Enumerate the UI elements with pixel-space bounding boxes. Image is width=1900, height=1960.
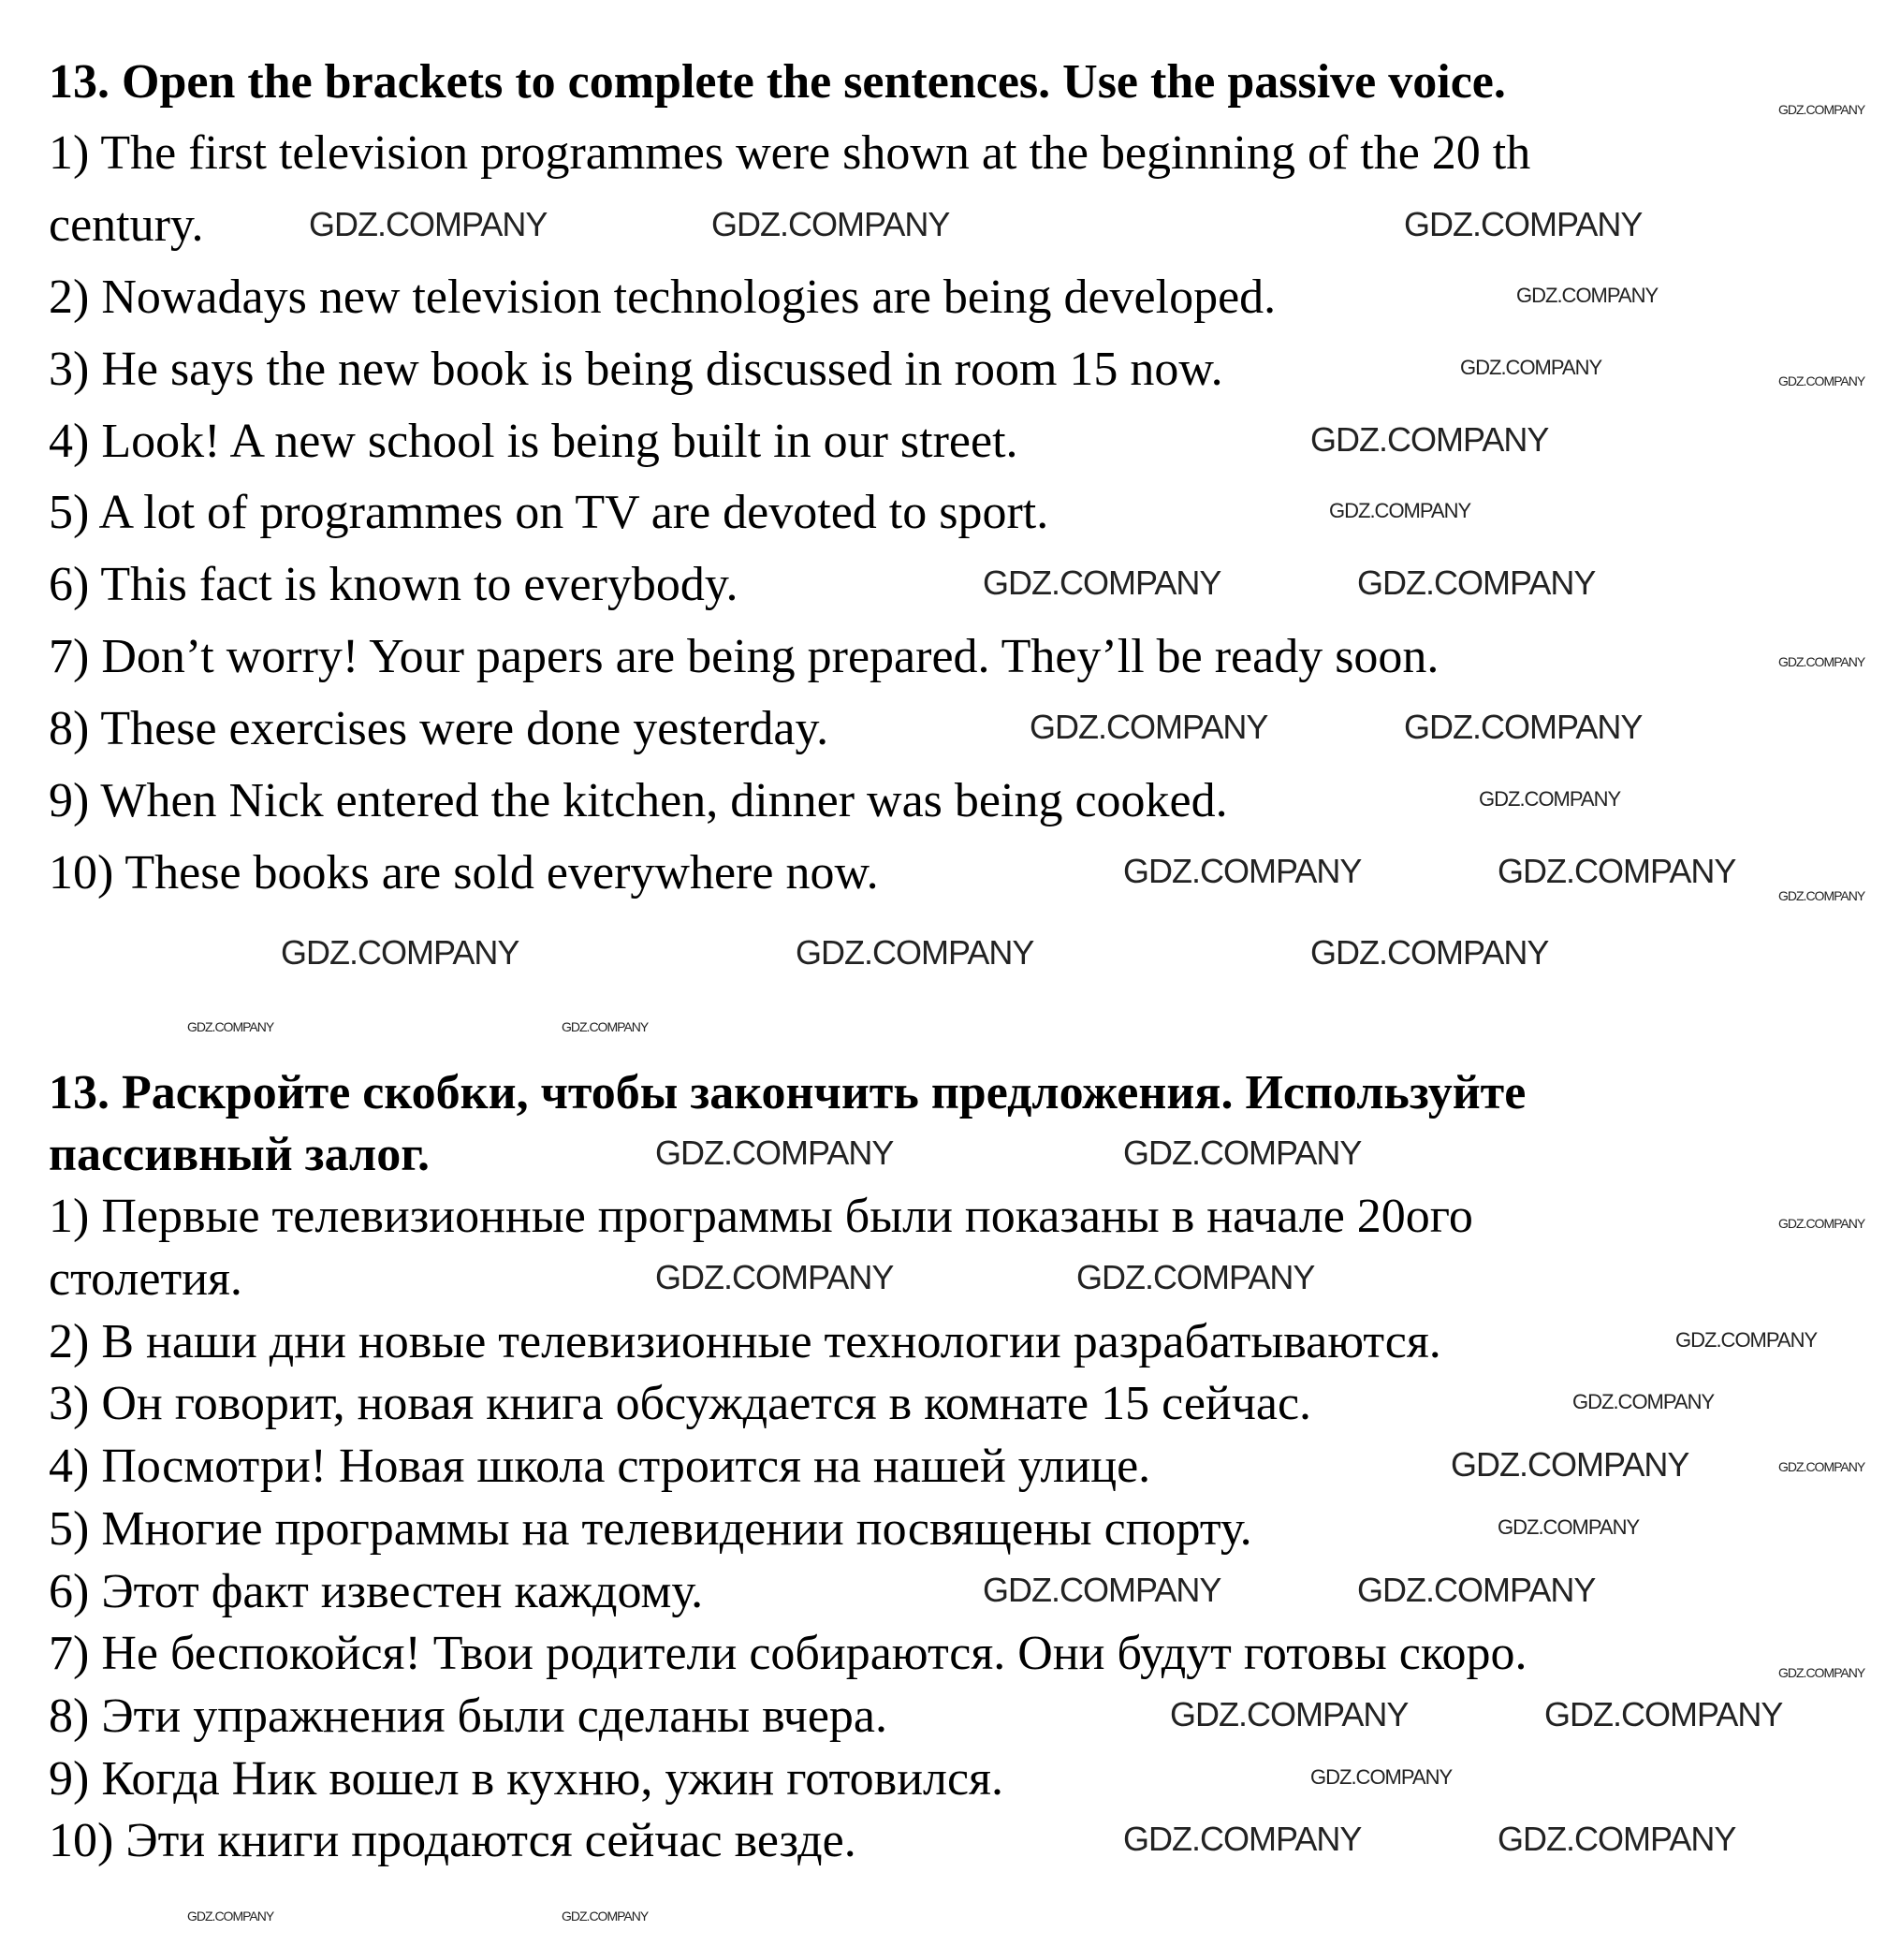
watermark: GDZ.COMPANY	[1076, 1258, 1315, 1296]
english-sentence: century.	[49, 198, 204, 252]
watermark: GDZ.COMPANY	[1778, 1665, 1865, 1680]
watermark: GDZ.COMPANY	[1498, 1820, 1736, 1858]
watermark: GDZ.COMPANY	[1451, 1445, 1689, 1484]
watermark: GDZ.COMPANY	[562, 1019, 649, 1034]
watermark: GDZ.COMPANY	[1479, 787, 1621, 811]
watermark: GDZ.COMPANY	[1778, 654, 1865, 669]
watermark: GDZ.COMPANY	[1460, 356, 1602, 379]
english-sentence: 9) When Nick entered the kitchen, dinner was being cooked.	[49, 774, 1228, 827]
watermark: GDZ.COMPANY	[1357, 1571, 1596, 1609]
russian-sentence: 6) Этот факт известен каждому.	[49, 1565, 704, 1618]
watermark: GDZ.COMPANY	[1778, 102, 1865, 117]
watermark: GDZ.COMPANY	[1498, 1515, 1640, 1539]
watermark: GDZ.COMPANY	[1123, 852, 1362, 890]
watermark: GDZ.COMPANY	[1310, 420, 1549, 459]
english-sentence: 3) He says the new book is being discussed in room 15 now.	[49, 343, 1223, 396]
watermark: GDZ.COMPANY	[983, 1571, 1221, 1609]
russian-sentence: 4) Посмотри! Новая школа строится на нашей улице.	[49, 1440, 1151, 1493]
english-sentence: 2) Nowadays new television technologies are being developed.	[49, 271, 1277, 324]
russian-sentence: 3) Он говорит, новая книга обсуждается в комнате 15 сейчас.	[49, 1377, 1312, 1430]
watermark: GDZ.COMPANY	[1498, 852, 1736, 890]
watermark: GDZ.COMPANY	[1778, 373, 1865, 388]
russian-sentence: 9) Когда Ник вошел в кухню, ужин готовился.	[49, 1752, 1003, 1806]
russian-sentence: столетия.	[49, 1252, 242, 1306]
watermark: GDZ.COMPANY	[1516, 284, 1659, 307]
watermark: GDZ.COMPANY	[1329, 499, 1471, 522]
watermark: GDZ.COMPANY	[1123, 1820, 1362, 1858]
english-sentence: 1) The first television programmes were shown at the beginning of the 20 th	[49, 126, 1531, 180]
english-sentence: 6) This fact is known to everybody.	[49, 558, 738, 611]
exercise-title-russian: 13. Раскройте скобки, чтобы закончить предложения. Используйте	[49, 1066, 1527, 1119]
watermark: GDZ.COMPANY	[1572, 1390, 1715, 1413]
watermark: GDZ.COMPANY	[187, 1019, 274, 1034]
english-sentence: 5) A lot of programmes on TV are devoted to sport.	[49, 486, 1049, 539]
watermark: GDZ.COMPANY	[655, 1134, 894, 1172]
english-sentence: 7) Don’t worry! Your papers are being prepared. They’ll be ready soon.	[49, 630, 1440, 683]
watermark: GDZ.COMPANY	[1778, 1459, 1865, 1474]
watermark: GDZ.COMPANY	[1675, 1328, 1818, 1352]
watermark: GDZ.COMPANY	[796, 933, 1034, 972]
exercise-title-russian-cont: пассивный залог.	[49, 1128, 430, 1181]
watermark: GDZ.COMPANY	[1170, 1695, 1409, 1733]
watermark: GDZ.COMPANY	[1778, 1216, 1865, 1231]
english-sentence: 8) These exercises were done yesterday.	[49, 702, 829, 755]
watermark: GDZ.COMPANY	[711, 205, 950, 243]
english-sentence: 10) These books are sold everywhere now.	[49, 846, 879, 900]
watermark: GDZ.COMPANY	[1357, 563, 1596, 602]
russian-sentence: 7) Не беспокойся! Твои родители собираются. Они будут готовы скоро.	[49, 1627, 1527, 1680]
watermark: GDZ.COMPANY	[1544, 1695, 1783, 1733]
watermark: GDZ.COMPANY	[1123, 1134, 1362, 1172]
russian-sentence: 2) В наши дни новые телевизионные технологии разрабатываются.	[49, 1315, 1441, 1368]
watermark: GDZ.COMPANY	[1030, 708, 1268, 746]
russian-sentence: 5) Многие программы на телевидении посвящены спорту.	[49, 1502, 1252, 1556]
watermark: GDZ.COMPANY	[1310, 933, 1549, 972]
watermark: GDZ.COMPANY	[562, 1909, 649, 1923]
english-sentence: 4) Look! A new school is being built in our street.	[49, 415, 1018, 468]
watermark: GDZ.COMPANY	[983, 563, 1221, 602]
watermark: GDZ.COMPANY	[1310, 1765, 1453, 1789]
watermark: GDZ.COMPANY	[1404, 708, 1643, 746]
watermark: GDZ.COMPANY	[281, 933, 519, 972]
russian-sentence: 1) Первые телевизионные программы были показаны в начале 20ого	[49, 1190, 1473, 1243]
russian-sentence: 10) Эти книги продаются сейчас везде.	[49, 1814, 856, 1867]
watermark: GDZ.COMPANY	[655, 1258, 894, 1296]
watermark: GDZ.COMPANY	[1778, 888, 1865, 903]
watermark: GDZ.COMPANY	[1404, 205, 1643, 243]
exercise-title-english: 13. Open the brackets to complete the sentences. Use the passive voice.	[49, 55, 1506, 109]
watermark: GDZ.COMPANY	[309, 205, 548, 243]
russian-sentence: 8) Эти упражнения были сделаны вчера.	[49, 1689, 887, 1743]
watermark: GDZ.COMPANY	[187, 1909, 274, 1923]
